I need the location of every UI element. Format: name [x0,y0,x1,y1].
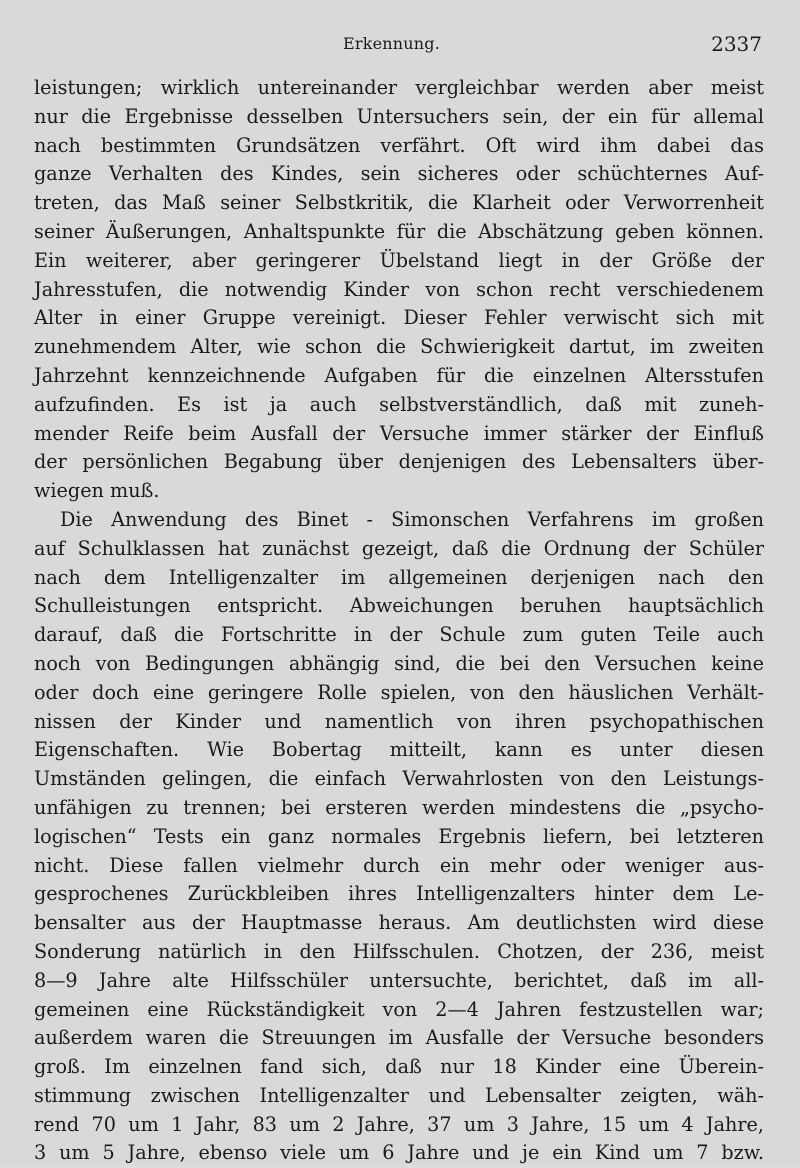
text-line: leistungen; wirklich untereinander vergleichbar werden aber meist [34,76,764,99]
text-line: 3 um 5 Jahre, ebenso viele um 6 Jahre und je ein Kind um 7 bzw. [34,1141,764,1165]
text-line: nicht. Diese fallen vielmehr durch ein mehr oder weniger aus- [34,853,764,877]
text-line: auf Schulklassen hat zunächst gezeigt, daß die Ordnung der Schüler [34,536,764,560]
text-line: Umständen gelingen, die einfach Verwahrlosten von den Leistungs- [34,767,764,791]
text-line: nach dem Intelligenzalter im allgemeinen derjenigen nach den [34,565,764,589]
page-header [0,30,800,60]
text-line: nach bestimmten Grundsätzen verfährt. Oft wird ihm dabei das [34,133,764,157]
text-line: oder doch eine geringere Rolle spielen, von den häuslichen Verhält- [34,680,764,704]
text-line: Eigenschaften. Wie Bobertag mitteilt, kann es unter diesen [34,738,764,762]
page-number: 2337 [711,32,762,56]
text-line: noch von Bedingungen abhängig sind, die bei den Versuchen keine [34,651,764,675]
text-line: groß. Im einzelnen fand sich, daß nur 18 Kinder eine Überein- [34,1055,764,1079]
text-line: gesprochenes Zurückbleiben ihres Intelligenzalters hinter dem Le- [34,882,764,906]
text-line: nur die Ergebnisse desselben Untersuchers sein, der ein für allemal [34,104,764,128]
text-line: stimmung zwischen Intelligenzalter und Lebensalter zeigten, wäh- [34,1083,764,1107]
text-line: Schulleistungen entspricht. Abweichungen beruhen hauptsächlich [34,594,764,618]
text-line: außerdem waren die Streuungen im Ausfalle der Versuche besonders [34,1026,764,1050]
text-line: nissen der Kinder und namentlich von ihren psychopathischen [34,709,764,733]
body-text [34,74,764,1168]
running-head: Erkennung. [343,34,441,53]
text-line: wiegen muß. [34,479,160,503]
text-line: gemeinen eine Rückständigkeit von 2—4 Jahren festzustellen war; [34,997,764,1021]
text-line: rend 70 um 1 Jahr, 83 um 2 Jahre, 37 um 3 Jahre, 15 um 4 Jahre, [34,1112,764,1136]
text-line: bensalter aus der Hauptmasse heraus. Am deutlichsten wird diese [34,911,764,935]
text-line: seiner Äußerungen, Anhaltspunkte für die Abschätzung geben können. [34,219,764,243]
text-line: 8—9 Jahre alte Hilfsschüler untersuchte, berichtet, daß im all- [34,968,764,992]
text-line: Alter in einer Gruppe vereinigt. Dieser Fehler verwischt sich mit [34,306,764,330]
text-line: Jahrzehnt kennzeichnende Aufgaben für die einzelnen Altersstufen [34,363,764,387]
text-line: logischen“ Tests ein ganz normales Ergebnis liefern, bei letzteren [34,824,764,848]
text-line: zunehmendem Alter, wie schon die Schwierigkeit dartut, im zweiten [34,335,764,359]
text-line: Ein weiterer, aber geringerer Übelstand liegt in der Größe der [34,248,764,272]
text-line: Die Anwendung des Binet - Simonschen Verfahrens im großen [60,507,764,531]
text-line: der persönlichen Begabung über denjenigen des Lebensalters über- [34,450,764,474]
text-line: unfähigen zu trennen; bei ersteren werden mindestens die „psycho- [34,795,764,819]
text-line: mender Reife beim Ausfall der Versuche immer stärker der Einfluß [34,421,764,445]
text-line: aufzufinden. Es ist ja auch selbstverständlich, daß mit zuneh- [34,392,764,416]
text-line: ganze Verhalten des Kindes, sein sicheres oder schüchternes Auf- [34,162,764,186]
text-line: treten, das Maß seiner Selbstkritik, die Klarheit oder Verworrenheit [34,191,764,215]
text-line: Sonderung natürlich in den Hilfsschulen. Chotzen, der 236, meist [34,939,764,963]
text-line: Jahresstufen, die notwendig Kinder von schon recht verschiedenem [34,277,764,301]
text-line: darauf, daß die Fortschritte in der Schule zum guten Teile auch [34,623,764,647]
